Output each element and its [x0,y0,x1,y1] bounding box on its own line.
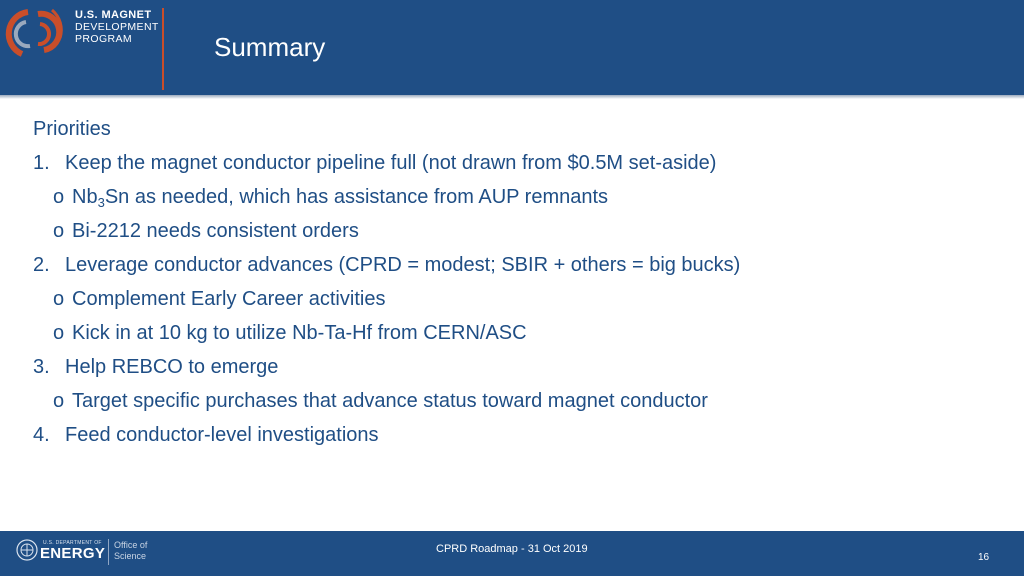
bullet-icon: o [53,186,65,208]
doe-seal-icon [16,539,38,561]
item-text: Keep the magnet conductor pipeline full (not drawn from $0.5M set-aside) [65,152,717,174]
nb3sn-text: Sn as needed, which has assistance from AUP remnants [104,186,609,208]
bullet-icon: o [53,322,65,344]
office-line-1: Office of [114,540,148,550]
nb3sn-subscript: 3 [97,195,105,210]
slide-footer [0,531,1024,576]
office-line-2: Science [114,551,147,561]
item-text: Feed conductor-level investigations [65,424,379,446]
header-divider [162,8,164,90]
page-number: 16 [978,552,990,563]
item-number: 2. [33,254,50,276]
footer-logo-divider [108,539,109,565]
nb3sn-prefix: Nb [72,186,98,208]
item-text: Leverage conductor advances (CPRD = modest; SBIR + others = big bucks) [65,254,741,276]
sub-item-early-career [33,284,993,318]
priority-item-2 [33,250,993,284]
sub-item-text: Kick in at 10 kg to utilize Nb-Ta-Hf from CERN/ASC [72,322,527,344]
priority-item-3 [33,352,993,386]
program-logo-text [75,9,159,45]
slide-content [33,114,993,454]
sub-item-rebco-target [33,386,993,420]
logo-line-3: PROGRAM [75,33,133,45]
sub-item-nb3sn [33,182,993,216]
slide-header [0,0,1024,95]
priority-item-4 [33,420,993,454]
doe-department-label: U.S. DEPARTMENT OF [43,540,102,546]
footer-caption: CPRD Roadmap - 31 Oct 2019 [436,543,588,555]
logo-line-2: DEVELOPMENT [75,21,159,33]
priority-item-1 [33,148,993,182]
office-of-science-label [114,540,147,562]
header-shadow [0,95,1024,99]
doe-energy-label: ENERGY [40,545,106,562]
priorities-heading: Priorities [33,118,111,140]
sub-item-text: Complement Early Career activities [72,288,386,310]
item-number: 1. [33,152,50,174]
sub-item-bi2212 [33,216,993,250]
item-number: 3. [33,356,50,378]
item-text: Help REBCO to emerge [65,356,279,378]
sub-item-text: Bi-2212 needs consistent orders [72,220,359,242]
sub-item-text: Target specific purchases that advance status toward magnet conductor [72,390,708,412]
logo-line-1: U.S. MAGNET [75,9,152,21]
bullet-icon: o [53,220,65,242]
item-number: 4. [33,424,50,446]
magnet-program-logo-icon [4,4,70,62]
slide-title: Summary [214,32,326,62]
bullet-icon: o [53,390,65,412]
bullet-icon: o [53,288,65,310]
sub-item-kick-in [33,318,993,352]
